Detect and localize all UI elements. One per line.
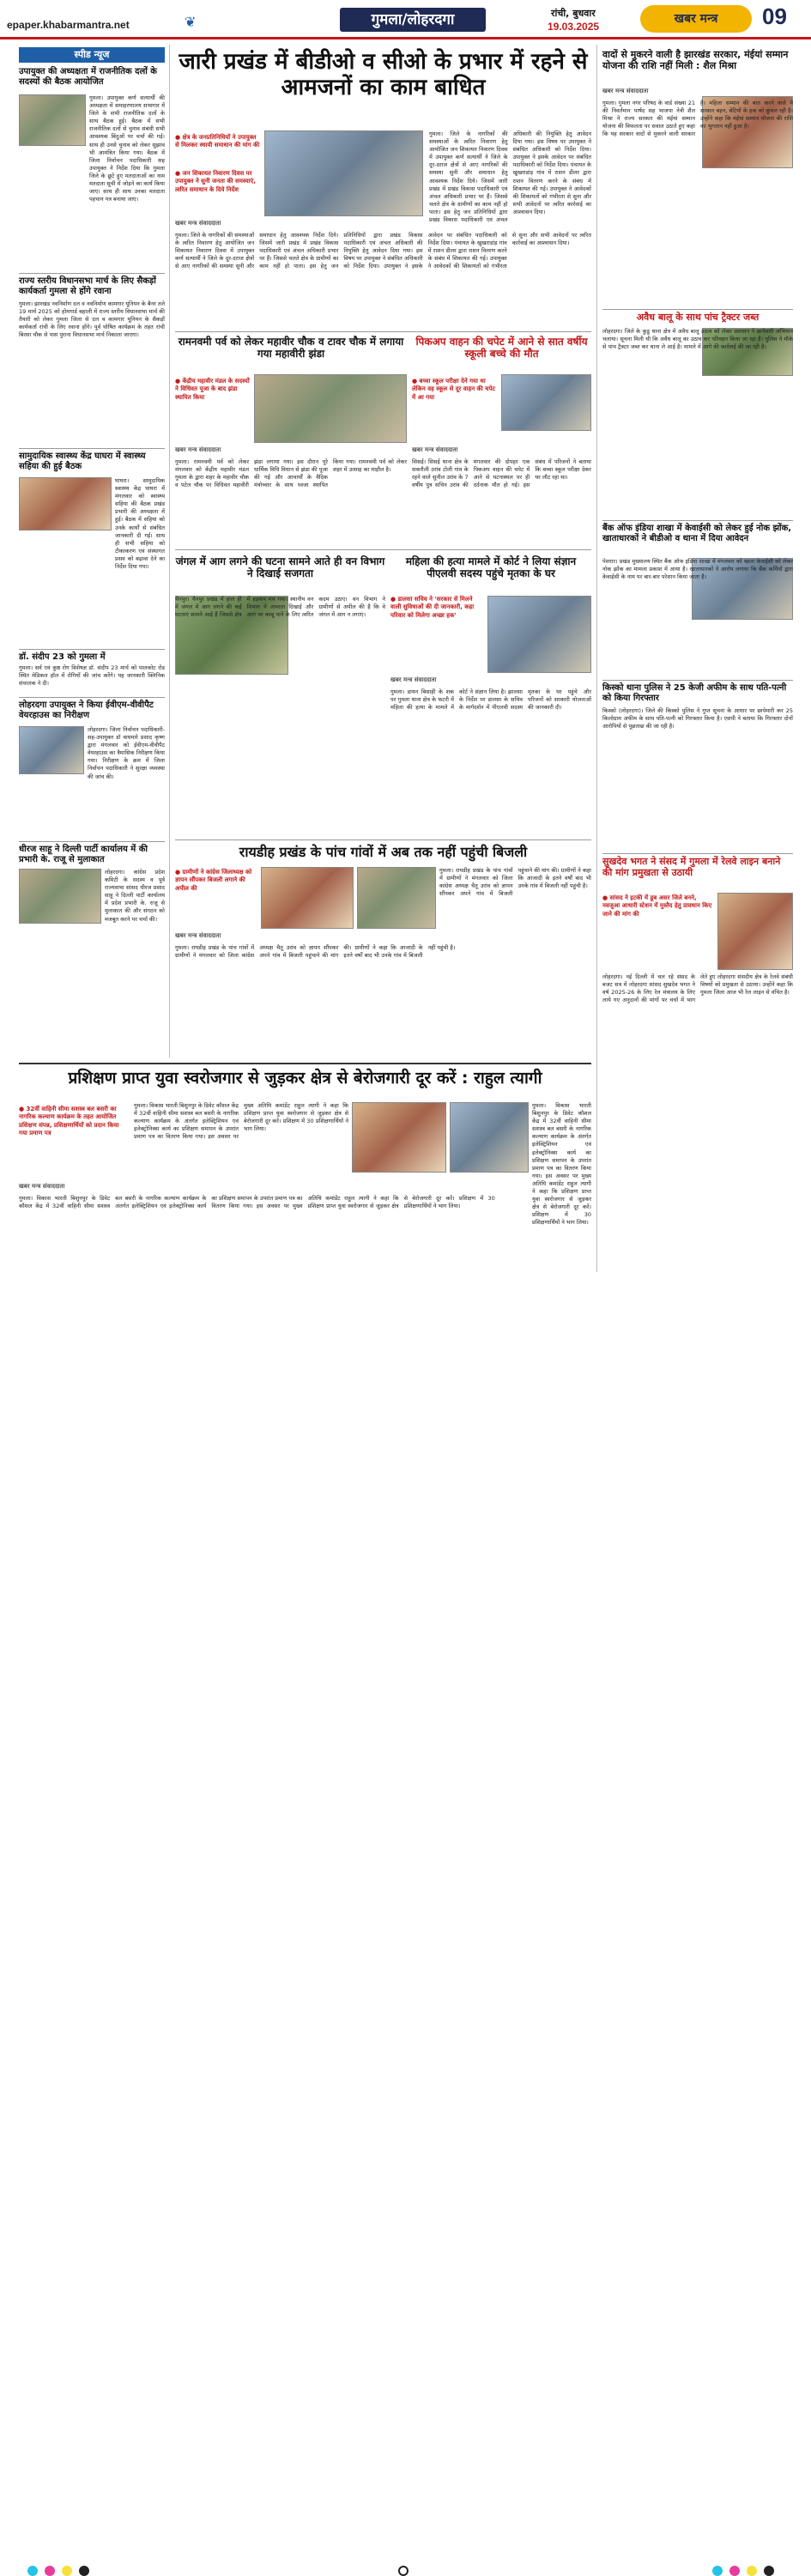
sukhdev-bhagat-photo <box>717 893 793 970</box>
page-number: 09 <box>762 3 787 29</box>
lead-headline: जारी प्रखंड में बीडीओ व सीओ के प्रभार में रहने से आमजनों का काम बाधित <box>179 49 588 100</box>
mid-bullet-1: ● केंद्रीय महावीर मंडल के सदस्यों ने विधिवत पूजा के बाद झंडा स्थापित किया <box>175 378 251 402</box>
mid-body-1: गुमला। रामनवमी पर्व को लेकर मंगलवार को केंद्रीय महावीर मंडल गुमला के द्वारा शहर के महावीर चौक व पटेल चौक पर विधिवत महावीरी झंडा लगाया गया। इस दौरान पूरे धार्मिक विधि विधान से झंडा की पूजा की गई और आचार्यों के वैदिक मंत्रोच्चार के साथ ध्वजा स्थापित किया गया। रामनवमी पर्व को लेकर शहर में उत्साह का माहौल है। <box>175 458 407 489</box>
masthead <box>0 0 811 39</box>
print-footer <box>0 1279 811 1302</box>
mid-byline-2: खबर मन्त्र संवाददाता <box>412 446 458 453</box>
mid-byline-4: खबर मन्त्र संवाददाता <box>390 676 437 683</box>
raidih-memo-photo-2 <box>357 867 436 929</box>
mid-bullet-5: ● ग्रामीणों ने कांग्रेस जिलाध्यक्ष को ज्ञापन सौंपकर बिजली लगाने की अपील की <box>175 869 257 893</box>
bottom-body: गुमला। विकास भारती बिशुनपुर के डिवेट कौशल केंद्र में 32वीं वाहिनी सीमा सशस्त्र बल बसरी के नागरिक कल्याण कार्यक्रम के अंतर्गत इलेक्ट्रिशियन एवं इलेक्ट्रोनिक्स कार्य का प्रशिक्षण समापन के उपरांत प्रमाण पत्र का वितरण किया गया। इस अवसर पर मुख्य अतिथि कमांडेंट राहुल त्यागी ने कहा कि प्रशिक्षण प्राप्त युवा स्वरोजगार से जुड़कर क्षेत्र से बेरोजगारी दूर करें। प्रशिक्षण में 30 प्रशिक्षणार्थियों ने भाग लिया। <box>19 1195 495 1210</box>
edition-date: 19.03.2025 <box>548 21 600 33</box>
mid-headline-2: पिकअप वाहन की चपेट में आने से सात वर्षीय स्कूली बच्चे की मौत <box>415 336 588 360</box>
right-body-5: लोहरदगा। नई दिल्ली में चल रहे संसद के बजट सत्र में लोहरदगा सांसद सुखदेव भगत ने वर्ष 2025-26 के लिए रेल मंत्रालय के लिए लाये गए अनुदानों की मांगों पर चर्चा में भाग लेते हुए लोहरदगा संसदीय क्षेत्र के रेलवे संबंधी विषयों को प्रमुखता से उठाया। उन्होंने कहा कि गुमला जिला आज भी रेल लाइन से वंचित है। <box>602 973 793 1004</box>
brand-logo: खबर मन्त्र <box>640 5 752 33</box>
mid-body-2: सिसई। सिसई थाना क्षेत्र के सकरौली उरांव टोली गांव के रहने वाले सुनील उरांव के 7 वर्षीय पुत्र सचिन उरांव की मंगलवार की दोपहर एक पिकअप वाहन की चपेट में आने से घटनास्थल पर ही दर्दनाक मौत हो गई। इस संबंध में परिजनों ने बताया कि बच्चा स्कूल परीक्षा देकर घर लौट रहा था। <box>412 458 591 489</box>
mid-bullet-4: ● डालसा सचिव ने 'सरकार से मिलने वाली सुविधाओं की दी जानकारी, कहा परिवार को मिलेगा अच्छा हक' <box>390 596 485 620</box>
section-title: गुमला/लोहरदगा <box>340 8 486 32</box>
left-body-4: गुमला। सर्व एवं कुष्ठ रोग विशेषज्ञ डॉ. संदीप 23 मार्च को पालकोट रोड स्थित मेडिकल हॉल में रोगियों की जांच करेंगे। यह जानकारी क्लिनिक संचालक ने दी। <box>19 664 165 688</box>
lead-body: गुमला। जिले के नागरिकों की समस्याओं के त्वरित निवारण हेतु आयोजित जन शिकायत निवारण दिवस में उपायुक्त कर्ण सत्यार्थी ने जिले के दूर-दराज क्षेत्रों से आए नागरिकों की समस्या सुनी और समाधान हेतु आवश्यक निर्देश दिये। जिसमें जारी प्रखंड में प्रखंड विकास पदाधिकारी एवं अंचल अधिकारी प्रभार पर हैं। जिससे चलते क्षेत्र के ग्रामीणों का काम नहीं हो पाता। इस हेतु जन प्रतिनिधियों द्वारा प्रखंड विकास पदाधिकारी एवं अंचल अधिकारी की नियुक्ति हेतु आवेदन दिया गया। इस विषय पर उपायुक्त ने संबंधित अधिकारी को निर्देश दिया। उपायुक्त ने इसके आवेदन पर संबंधित पदाधिकारी को निर्देश दिया। पंचायत के खुखराडांड़ गांव में राशन डीलर द्वारा राशन वितरण करने के संबंध में शिकायत की गई। उपायुक्त ने आवेदकों की शिकायतों को गंभीरता से सुना और सभी आवेदनों पर त्वरित कार्रवाई का आश्वासन दिया। <box>175 232 591 270</box>
edition-city: रांची, बुधवार <box>551 8 596 19</box>
leaf-icon: ❦ <box>185 14 197 30</box>
right-headline-5: सुखदेव भगत ने संसद में गुमला में रेलवे लाइन बनाने की मांग प्रमुखता से उठायी <box>602 856 781 878</box>
right-headline-3: बैंक ऑफ इंडिया शाखा में केवाईसी को लेकर हुई नोक झोंक, खाताधारकों ने बीडीओ व थाना में दिया आवेदन <box>602 524 792 543</box>
mid-body-4: गुमला। डायन बिसाही के शक पर गुमला थाना क्षेत्र के फटरी में महिला की हत्या के मामले में कोर्ट ने संज्ञान लिया है। झालसा के निर्देश पर डालसा के सचिव के मार्गदर्शन में पीएलवी सदस्य मृतका के घर पहुंचे और परिजनों को सरकारी योजनाओं की जानकारी दी। <box>390 688 591 712</box>
left-headline-3: सामुदायिक स्वास्थ्य केंद्र घाघरा में स्वास्थ्य सहिया की हुई बैठक <box>19 452 146 471</box>
right-body-3: पेशरार। प्रखंड मुख्यालय स्थित बैंक ऑफ इंडिया शाखा में मंगलवार को खाता केवाईसी को लेकर नोक झोंक का मामला प्रकाश में आया है। खाताधारकों ने आरोप लगाया कि बैंक कर्मियों द्वारा केवाईसी के नाम पर बार-बार परेशान किया जाता है। <box>602 558 793 581</box>
left-body-5: लोहरदगा। जिला निर्वाचन पदाधिकारी-सह-उपायुक्त डॉ वाघमारे प्रसाद कृष्ण द्वारा मंगलवार को ईवीएम-वीवीपैट वेयरहाउस का त्रैमासिक निरीक्षण किया गया। निरीक्षण के क्रम में जिला निर्वाचन पदाधिकारी ने सुरक्षा व्यवस्था की जांच की। <box>88 726 165 780</box>
yellow-mark <box>62 2566 72 2576</box>
lead-bullet-2: ● जन शिकायत निवारण दिवस पर उपायुक्त ने सुनी जनता की समस्याएं, त्वरित समाधान के दिये निर्देश <box>175 170 261 194</box>
right-body-2: लोहरदगा। जिले के कुडू थाना क्षेत्र में अवैध बालू उठाव को लेकर प्रशासन ने छापेमारी अभियान चलाया। सूचना मिली थी कि अवैध बालू का उठाव कर परिवहन किया जा रहा है। पुलिस ने मौके से पांच ट्रैक्टर जब्त कर थाना ले आई है। मामले में आगे की कार्रवाई की जा रही है। <box>602 328 793 351</box>
speed-news-tag: स्पीड न्यूज <box>19 47 165 63</box>
mid-body-3: चैनपुर। चैनपुर प्रखंड में हाल ही में जंगल में आग लगने की कई घटनाएं सामने आई हैं जिससे क्षेत्र में हड़कंप मच गया। स्थानीय वन विभाग ने तत्परता दिखाई और आग पर काबू पाने के लिए त्वरित कदम उठाए। वन विभाग ने ग्रामीणों से अपील की है कि वे जंगल में आग न लगाएं। <box>175 596 385 619</box>
left-body-6: लोहरदगा। कांग्रेस प्रदेश कमिटी के सदस्य व पूर्व राज्यसभा सांसद धीरज प्रसाद साहू ने दिल्ली पार्टी कार्यालय में प्रदेश प्रभारी के. राजू से मुलाकात की और संगठन को मजबूत करने पर चर्चा की। <box>105 869 165 923</box>
right-headline-1: वादों से मुकरने वाली है झारखंड सरकार, मंईयां सम्मान योजना की राशि नहीं मिली : शैल मिश्रा <box>602 49 789 71</box>
black-mark-right <box>764 2566 774 2576</box>
lead-byline: खबर मन्त्र संवाददाता <box>175 220 221 227</box>
bottom-body-left: गुमला। विकास भारती बिशुनपुर के डिवेट कौशल केंद्र में 32वीं वाहिनी सीमा सशस्त्र बल बसरी के नागरिक कल्याण कार्यक्रम के अंतर्गत इलेक्ट्रिशियन एवं इलेक्ट्रोनिक्स कार्य का प्रशिक्षण समापन के उपरांत प्रमाण पत्र का वितरण किया गया। इस अवसर पर मुख्य अतिथि कमांडेंट राहुल त्यागी ने कहा कि प्रशिक्षण प्राप्त युवा स्वरोजगार से जुड़कर क्षेत्र से बेरोजगारी दूर करें। प्रशिक्षण में 30 प्रशिक्षणार्थियों ने भाग लिया। <box>134 1102 348 1141</box>
lead-bullet-1: ● क्षेत्र के जनप्रतिनिधियों ने उपायुक्त से मिलकर स्थायी समाधान की मांग की <box>175 134 261 150</box>
left-headline-5: लोहरदगा उपायुक्त ने किया ईवीएम-वीवीपैट वेयरहाउस का निरीक्षण <box>19 700 154 720</box>
mahavir-chowk-photo <box>254 374 407 443</box>
cyan-mark-right <box>712 2566 723 2576</box>
right-byline-1: खबर मन्त्र संवाददाता <box>602 88 649 94</box>
left-body-1: गुमला। उपायुक्त कर्ण सत्यार्थी की अध्यक्षता में समाहरणालय सभागार में जिले के सभी राजनीतिक दलों के साथ बैठक हुई। बैठक में सभी राजनीतिक दलों से चुनाव संबंधी सभी आवश्यक बिंदुओं पर चर्चा की गई। साथ ही उनसे चुनाव को लेकर सुझाव भी आमंत्रित किया गया। बैठक में जिला निर्वाचन पदाधिकारी सह उपायुक्त ने निर्देश दिया कि गुमला जिले के छूटे हुए मतदाताओं का नाम मतदाता सूची में जोड़ने का कार्य किया जाए। साथ ही साथ उनका मतदाता पहचान पत्र बनाया जाए। <box>89 94 165 203</box>
bottom-headline: प्रशिक्षण प्राप्त युवा स्वरोजगार से जुड़कर क्षेत्र से बेरोजगारी दूर करें : राहुल त्यागी <box>68 1069 542 1088</box>
lead-body-upper: गुमला। जिले के नागरिकों की समस्याओं के त्वरित निवारण हेतु आयोजित जन शिकायत निवारण दिवस में उपायुक्त कर्ण सत्यार्थी ने जिले के दूर-दराज क्षेत्रों से आए नागरिकों की समस्या सुनी और समाधान हेतु आवश्यक निर्देश दिये। जिसमें जारी प्रखंड में प्रखंड विकास पदाधिकारी एवं अंचल अधिकारी प्रभार पर हैं। जिससे चलते क्षेत्र के ग्रामीणों का काम नहीं हो पाता। इस हेतु जन प्रतिनिधियों द्वारा प्रखंड विकास पदाधिकारी एवं अंचल अधिकारी की नियुक्ति हेतु आवेदन दिया गया। इस विषय पर उपायुक्त ने संबंधित अधिकारी को निर्देश दिया। उपायुक्त ने इसके आवेदन पर संबंधित पदाधिकारी को निर्देश दिया। पंचायत के खुखराडांड़ गांव में राशन डीलर द्वारा राशन वितरण करने के संबंध में शिकायत की गई। उपायुक्त ने आवेदकों की शिकायतों को गंभीरता से सुना और सभी आवेदनों पर त्वरित कार्रवाई का आश्वासन दिया। <box>429 130 591 224</box>
bottom-byline: खबर मन्त्र संवाददाता <box>19 1183 65 1190</box>
right-headline-4: किस्को थाना पुलिस ने 25 केजी अफीम के साथ पति-पत्नी को किया गिरफ्तार <box>602 683 787 703</box>
raidih-memo-photo-1 <box>261 867 354 929</box>
training-photo-1 <box>352 1102 446 1173</box>
left-headline-2: राज्य स्तरीय विधानसभा मार्च के लिए सैकड़ों कार्यकर्ता गुमला से होंगे रवाना <box>19 276 156 296</box>
mid-headline-3: जंगल में आग लगने की घटना सामने आते ही वन विभाग ने दिखाई सजगता <box>175 555 385 579</box>
yellow-mark-right <box>747 2566 757 2576</box>
mid-headline-4: महिला की हत्या मामले में कोर्ट ने लिया संज्ञान पीएलवी सदस्य पहुंचे मृतका के घर <box>405 555 577 579</box>
left-body-3: घाघरा। सामुदायिक स्वास्थ्य केंद्र घाघरा में मंगलवार को स्वास्थ्य सहिया की बैठक प्रखंड प्रभारी की अध्यक्षता में हुई। बैठक में सहिया को उनके कार्यों से संबंधित जानकारी दी गई। साथ ही सभी सहिया को टीकाकरण एवं संस्थागत प्रसव को बढ़ावा देने का निर्देश दिया गया। <box>115 477 165 571</box>
right-headline-2: अवैध बालू के साथ पांच ट्रैक्टर जब्त <box>636 312 760 323</box>
left-headline-1: उपायुक्त की अध्यक्षता में राजनीतिक दलों के सदस्यों की बैठक आयोजित <box>19 67 157 87</box>
pickup-accident-photo <box>501 374 591 431</box>
mid-byline-1: खबर मन्त्र संवाददाता <box>175 446 221 453</box>
mid-body-5-right: गुमला। रायडीह प्रखंड के पांच गांवों में ग्रामीणों ने मंगलवार को जिला कांग्रेस अध्यक्ष चैतू उरांव को ज्ञापन सौंपकर अपने गांव में बिजली पहुंचाने की मांग की। ग्रामीणों ने कहा कि आजादी के इतने वर्षों बाद भी उनके गांव में बिजली नहीं पहुंची है। <box>439 867 591 898</box>
registration-icon <box>398 2566 409 2576</box>
plv-visit-photo <box>487 596 591 673</box>
bottom-bullet: ● 32वीं वाहिनी सीमा सशस्त्र बल बसरी का नागरिक कल्याण कार्यक्रम के तहत आयोजित प्रशिक्षण संपन्न, प्रशिक्षणार्थियों को प्रदान किया गया प्रमाण पत्र <box>19 1106 129 1138</box>
cyan-mark <box>27 2566 38 2576</box>
left-headline-4: डॉ. संदीप 23 को गुमला में <box>19 652 106 662</box>
mid-byline-5: खबर मन्त्र संवाददाता <box>175 932 221 939</box>
left-headline-6: धीरज साहू ने दिल्ली पार्टी कार्यालय में की प्रभारी के. राजू से मुलाकात <box>19 845 148 864</box>
black-mark <box>79 2566 89 2576</box>
site-url[interactable]: epaper.khabarmantra.net <box>7 19 130 31</box>
magenta-mark <box>45 2566 55 2576</box>
mid-body-5: गुमला। रायडीह प्रखंड के पांच गांवों में ग्रामीणों ने मंगलवार को जिला कांग्रेस अध्यक्ष चैतू उरांव को ज्ञापन सौंपकर अपने गांव में बिजली पहुंचाने की मांग की। ग्रामीणों ने कहा कि आजादी के इतने वर्षों बाद भी उनके गांव में बिजली नहीं पहुंची है। <box>175 944 456 960</box>
right-bullet-5: ● सांसद ने इटकी में डूब असर जिले बनने, नवजुआ आधारी स्टेशन में मुस्तैद हेतु प्रावधान किए जाने की मांग की <box>602 894 714 918</box>
right-body-4: किस्को (लोहरदगा)। जिले की किस्को पुलिस ने गुप्त सूचना के आधार पर छापेमारी कर 25 किलोग्राम अफीम के साथ पति-पत्नी को गिरफ्तार किया है। एसपी ने बताया कि गिरफ्तार दोनों आरोपियों से पूछताछ की जा रही है। <box>602 707 793 730</box>
magenta-mark-right <box>729 2566 740 2576</box>
training-photo-2 <box>450 1102 529 1173</box>
bottom-body-right: गुमला। विकास भारती बिशुनपुर के डिवेट कौशल केंद्र में 32वीं वाहिनी सीमा सशस्त्र बल बसरी के नागरिक कल्याण कार्यक्रम के अंतर्गत इलेक्ट्रिशियन एवं इलेक्ट्रोनिक्स कार्य का प्रशिक्षण समापन के उपरांत प्रमाण पत्र का वितरण किया गया। इस अवसर पर मुख्य अतिथि कमांडेंट राहुल त्यागी ने कहा कि प्रशिक्षण प्राप्त युवा स्वरोजगार से जुड़कर क्षेत्र से बेरोजगारी दूर करें। प्रशिक्षण में 30 प्रशिक्षणार्थियों ने भाग लिया। <box>532 1102 591 1227</box>
mid-headline-1: रामनवमी पर्व को लेकर महावीर चौक व टावर चौक में लगाया गया महावीरी झंडा <box>178 336 404 360</box>
left-body-2: गुमला। झारखंड नवनिर्माण दल व नवनिर्माण कामगार यूनियन के बैनर तले 19 मार्च 2025 को होमगार्ड बहाली में राज्य स्तरीय विधानसभा मार्च की तैयारी को लेकर गुमला जिला से दल व कामगार यूनियन के सैकड़ों कार्यकर्ता रांची के लिए रवाना होंगे। पूर्व घोषित कार्यक्रम के तहत रांची बिरसा चौक से पास पुराना विधानसभा मार्च निकाला जाएगा। <box>19 300 165 339</box>
mid-headline-5: रायडीह प्रखंड के पांच गांवों में अब तक नहीं पहुंची बिजली <box>239 844 528 860</box>
mid-bullet-2: ● बच्चा स्कूल परीक्षा देने गया था लेकिन वह स्कूल से दूर वाहन की चपेट में आ गया <box>412 378 498 402</box>
right-body-1: गुमला। गुमला नगर परिषद के वार्ड संख्या 21 की निवर्तमान पार्षद सह भाजपा नेत्री शैल मिश्रा ने राज्य सरकार की मंईयां सम्मान योजना की विफलता पर सवाल उठाते हुए कहा कि यह सरकार वादों से मुकरने वाली सरकार है। महिला सम्मान की बात करने वाले ये सरकार बहन, बेटियों के हक को कुचल रही है। उन्होंने कहा कि मंईयां सम्मान योजना की राशि का भुगतान नहीं हुआ है। <box>602 100 793 138</box>
lead-photo <box>264 130 423 216</box>
